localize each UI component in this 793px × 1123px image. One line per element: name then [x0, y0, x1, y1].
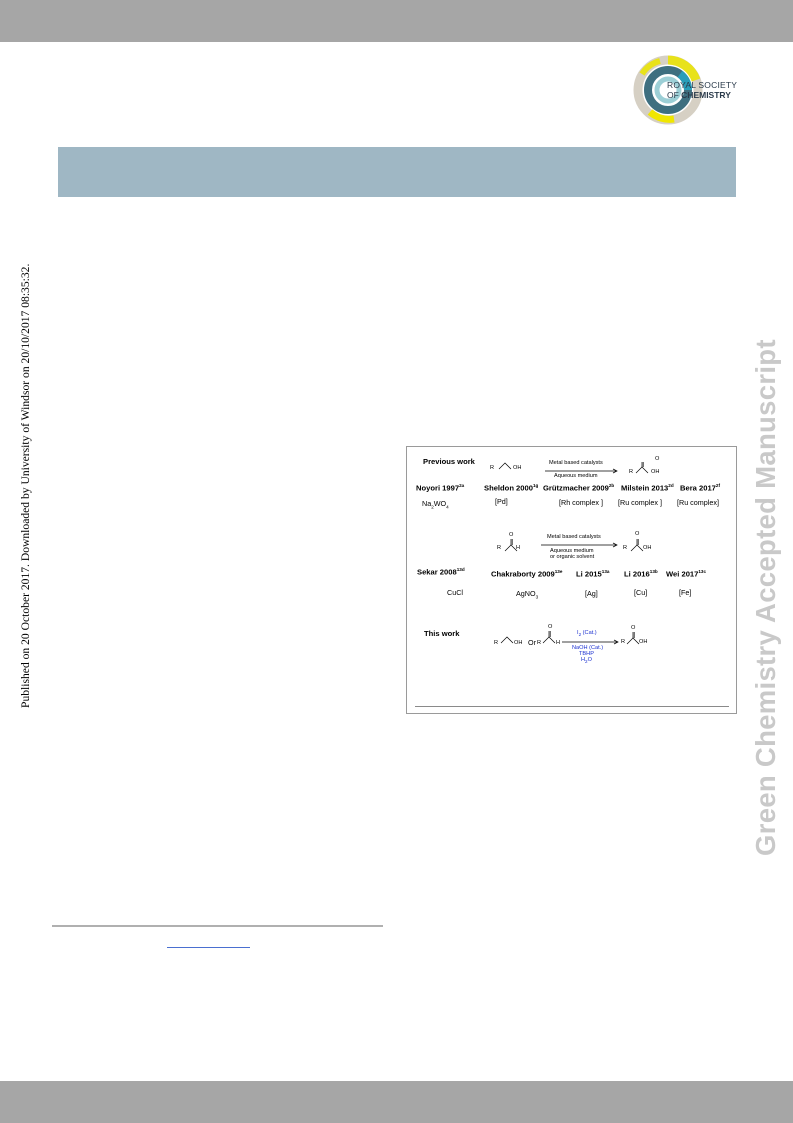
scheme-bottom-rule: [415, 706, 729, 707]
logo-line-2-bold: CHEMISTRY: [681, 90, 731, 100]
tw-sm1-r: R: [494, 640, 499, 646]
ref-milstein-2013: [621, 483, 674, 493]
this-work-label: This work: [424, 629, 460, 638]
cond-sub: 2: [578, 632, 582, 638]
tw-sm1-oh: OH: [514, 640, 523, 646]
row1-pr-r: R: [629, 469, 634, 475]
row1-arrow-above: Metal based catalysts: [549, 460, 603, 466]
row1-pr-oh: OH: [651, 469, 660, 475]
cond-text-rest: (Cat.): [581, 630, 597, 636]
ref-name: Chakraborty 2009: [491, 569, 555, 579]
row2-pr-o: O: [635, 531, 640, 537]
tw-cond-iodine: [577, 630, 597, 637]
cat-agno3: [516, 589, 538, 599]
row2-sm-r: R: [497, 545, 502, 551]
row2-sm-o: O: [509, 532, 514, 538]
cat-sub-2: 4: [446, 504, 449, 510]
cond-sub: 2: [585, 659, 588, 665]
ref-wei-2017: [666, 569, 706, 579]
ref-name: Milstein 2013: [621, 483, 669, 493]
publication-note-text: Published on 20 October 2017. Downloaded by University of Windsor on 20/10/2017 08:35:32.: [19, 263, 32, 708]
journal-banner: [58, 147, 736, 197]
ref-sup: 2d: [668, 483, 674, 488]
page-footer-bar: [0, 1081, 793, 1123]
ref-sup: 1g: [532, 483, 539, 488]
footnote-link[interactable]: [167, 947, 250, 948]
tw-cond-water: [581, 657, 592, 664]
cat-sub: 3: [535, 594, 539, 600]
cond-text: I: [577, 630, 579, 636]
ref-sekar-2008: [417, 567, 465, 577]
tw-cond-tbhp: TBHP: [579, 651, 594, 657]
ref-name: Noyori 1997: [416, 483, 460, 493]
tw-pr-oh: OH: [639, 639, 648, 645]
ref-sup: 13a: [601, 569, 610, 574]
cat-text: AgNO: [516, 589, 536, 598]
tw-sm2-h: H: [556, 640, 561, 646]
row2-arrow-above: Metal based catalysts: [547, 534, 601, 540]
ref-name: Sekar 2008: [417, 567, 457, 577]
tw-sm2-r: R: [537, 640, 542, 646]
ref-sup: 13e: [554, 569, 563, 574]
watermark-text: Green Chemistry Accepted Manuscript: [750, 339, 781, 856]
logo-line-2-prefix: OF: [667, 90, 682, 100]
logo-line-1: ROYAL SOCIETY: [667, 80, 738, 90]
ref-name: Li 2015: [576, 569, 602, 579]
ref-sup: 13c: [698, 569, 707, 574]
row1-pr-o: O: [655, 456, 660, 462]
row1-sm-r: R: [490, 465, 495, 471]
cat-ru-complex-2: [Ru complex]: [677, 498, 719, 507]
ref-sup: 2f: [715, 483, 720, 488]
publication-note: [12, 263, 32, 708]
cat-sub: 2: [431, 504, 434, 510]
row1-sm-oh: OH: [513, 465, 522, 471]
cat-pd: [Pd]: [495, 497, 508, 506]
row2-pr-r: R: [623, 545, 628, 551]
ref-sup: 13d: [456, 567, 465, 572]
row2-arrow-below-2: or organic solvent: [550, 554, 595, 560]
cond-text-rest: O: [587, 657, 592, 663]
ref-bera-2017: [680, 483, 720, 493]
ref-sup: 13b: [649, 569, 658, 574]
ref-li-2015: [576, 569, 609, 579]
cat-cucl: CuCl: [447, 588, 463, 597]
tw-or: Or: [528, 638, 536, 647]
cond-text: H: [581, 657, 586, 663]
tw-pr-o: O: [631, 625, 636, 631]
ref-sup: 2a: [459, 483, 465, 488]
row2-arrow-below-1: Aqueous medium: [550, 548, 594, 554]
row2-sm-h: H: [516, 545, 521, 551]
ref-name: Grützmacher 2009: [543, 483, 609, 493]
cat-fe: [Fe]: [679, 588, 692, 597]
tw-sm2-o: O: [548, 624, 553, 630]
ref-noyori-1997: [416, 483, 464, 493]
row1-arrow-below: Aqueous medium: [554, 473, 598, 479]
cat-ag: [Ag]: [585, 589, 598, 598]
cat-na2wo4: [422, 499, 449, 509]
logo-line-2: [667, 90, 737, 100]
cat-text-rest: WO: [433, 499, 447, 508]
row2-pr-oh: OH: [643, 545, 652, 551]
rsc-logo-text: [667, 80, 737, 100]
tw-cond-naoh: NaOH (Cat.): [572, 645, 604, 651]
cat-text: Na: [422, 499, 432, 508]
acid-structure-1: [633, 457, 673, 479]
page-header-bar: [0, 0, 793, 42]
ref-sheldon-2000: [484, 483, 538, 493]
ref-name: Wei 2017: [666, 569, 699, 579]
ref-li-2016: [624, 569, 658, 579]
ref-grutzmacher-2009: [543, 483, 614, 493]
ref-name: Sheldon 2000: [484, 483, 533, 493]
previous-work-label: Previous work: [423, 457, 475, 466]
ref-chakraborty-2009: [491, 569, 562, 579]
accepted-manuscript-watermark: [752, 266, 780, 856]
ref-name: Li 2016: [624, 569, 650, 579]
cat-cu: [Cu]: [634, 588, 648, 597]
cat-rh-complex: [Rh complex ]: [559, 498, 603, 507]
cat-ru-complex-1: [Ru complex ]: [618, 498, 662, 507]
footnote-rule: [52, 925, 383, 927]
tw-pr-r: R: [621, 639, 626, 645]
reaction-scheme: [406, 446, 737, 714]
ref-name: Bera 2017: [680, 483, 716, 493]
ref-sup: 2b: [608, 483, 615, 488]
